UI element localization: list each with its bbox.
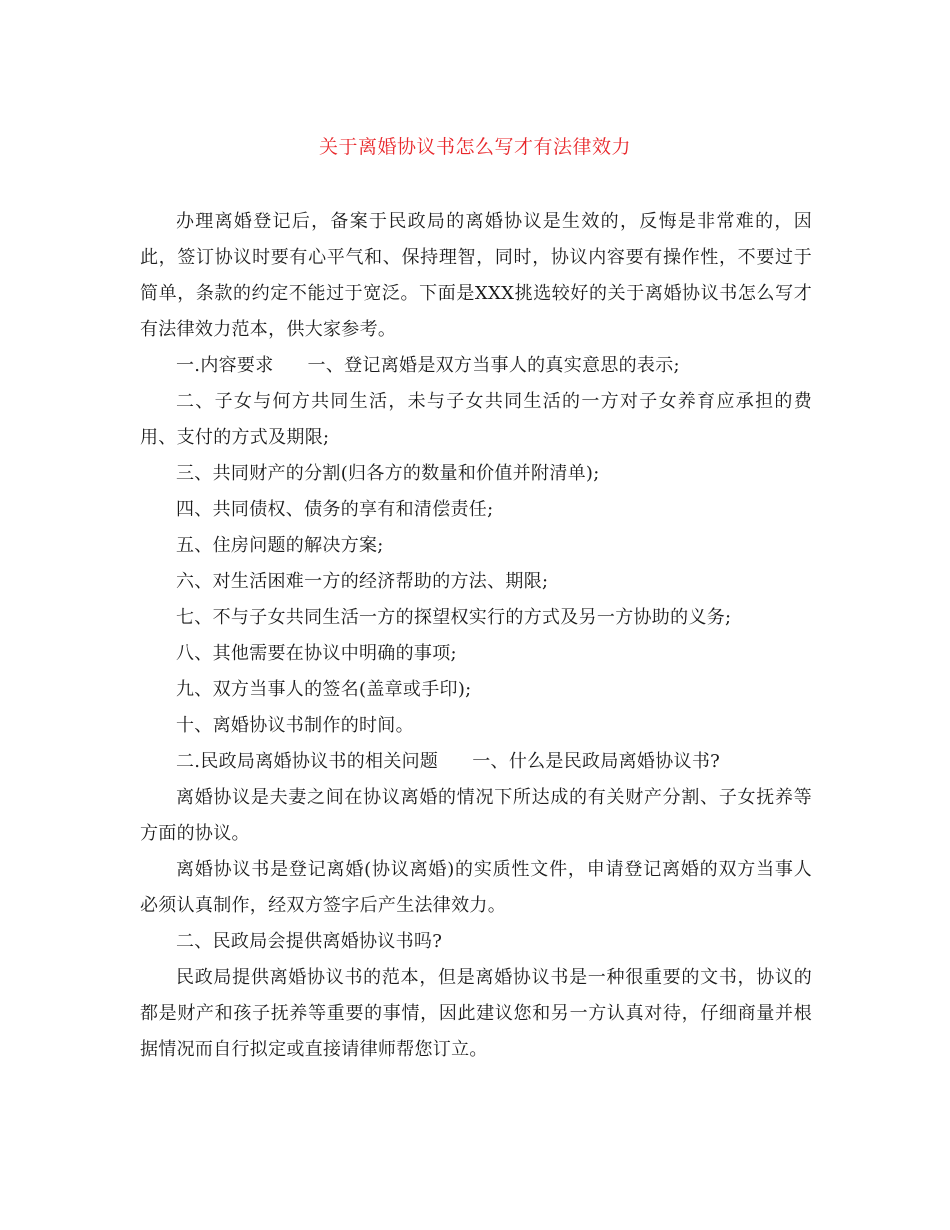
section1-line [140,348,812,384]
section2-line [140,744,812,780]
section2-heading: 二.民政局离婚协议书的相关问题 [176,751,439,772]
document-body [140,204,812,1068]
section2-question-1: 一、什么是民政局离婚协议书? [472,751,721,772]
list-item-9: 九、双方当事人的签名(盖章或手印); [176,679,472,700]
section2-question-2: 二、民政局会提供离婚协议书吗? [176,931,443,952]
list-item-4: 四、共同债权、债务的享有和清偿责任; [176,499,494,520]
document-title: 关于离婚协议书怎么写才有法律效力 [318,136,631,158]
section1-item-1: 一、登记离婚是双方当事人的真实意思的表示; [307,355,680,376]
list-item-6: 六、对生活困难一方的经济帮助的方法、期限; [176,571,549,592]
list-item-10: 十、离婚协议书制作的时间。 [176,715,414,736]
answer-1a-paragraph: 离婚协议是夫妻之间在协议离婚的情况下所达成的有关财产分割、子女抚养等方面的协议。 [140,787,812,844]
section1-heading: 一.内容要求 [176,355,274,376]
answer-2-paragraph: 民政局提供离婚协议书的范本，但是离婚协议书是一种很重要的文书，协议的都是财产和孩子抚养等重要的事情，因此建议您和另一方认真对待，仔细商量并根据情况而自行拟定或直接请律师帮您订立。 [140,967,812,1060]
list-item-3: 三、共同财产的分割(归各方的数量和价值并附清单); [176,463,600,484]
list-item-8: 八、其他需要在协议中明确的事项; [176,643,457,664]
intro-paragraph: 办理离婚登记后，备案于民政局的离婚协议是生效的，反悔是非常难的，因此，签订协议时要有心平气和、保持理智，同时，协议内容要有操作性，不要过于简单，条款的约定不能过于宽泛。下面是XXX挑选较好的关于离婚协议书怎么写才有法律效力范本，供大家参考。 [140,211,812,340]
list-item-2: 二、子女与何方共同生活，未与子女共同生活的一方对子女养育应承担的费用、支付的方式及期限; [140,391,812,448]
answer-1b-paragraph: 离婚协议书是登记离婚(协议离婚)的实质性文件，申请登记离婚的双方当事人必须认真制作，经双方签字后产生法律效力。 [140,859,812,916]
list-item-5: 五、住房问题的解决方案; [176,535,384,556]
list-item-7: 七、不与子女共同生活一方的探望权实行的方式及另一方协助的义务; [176,607,732,628]
